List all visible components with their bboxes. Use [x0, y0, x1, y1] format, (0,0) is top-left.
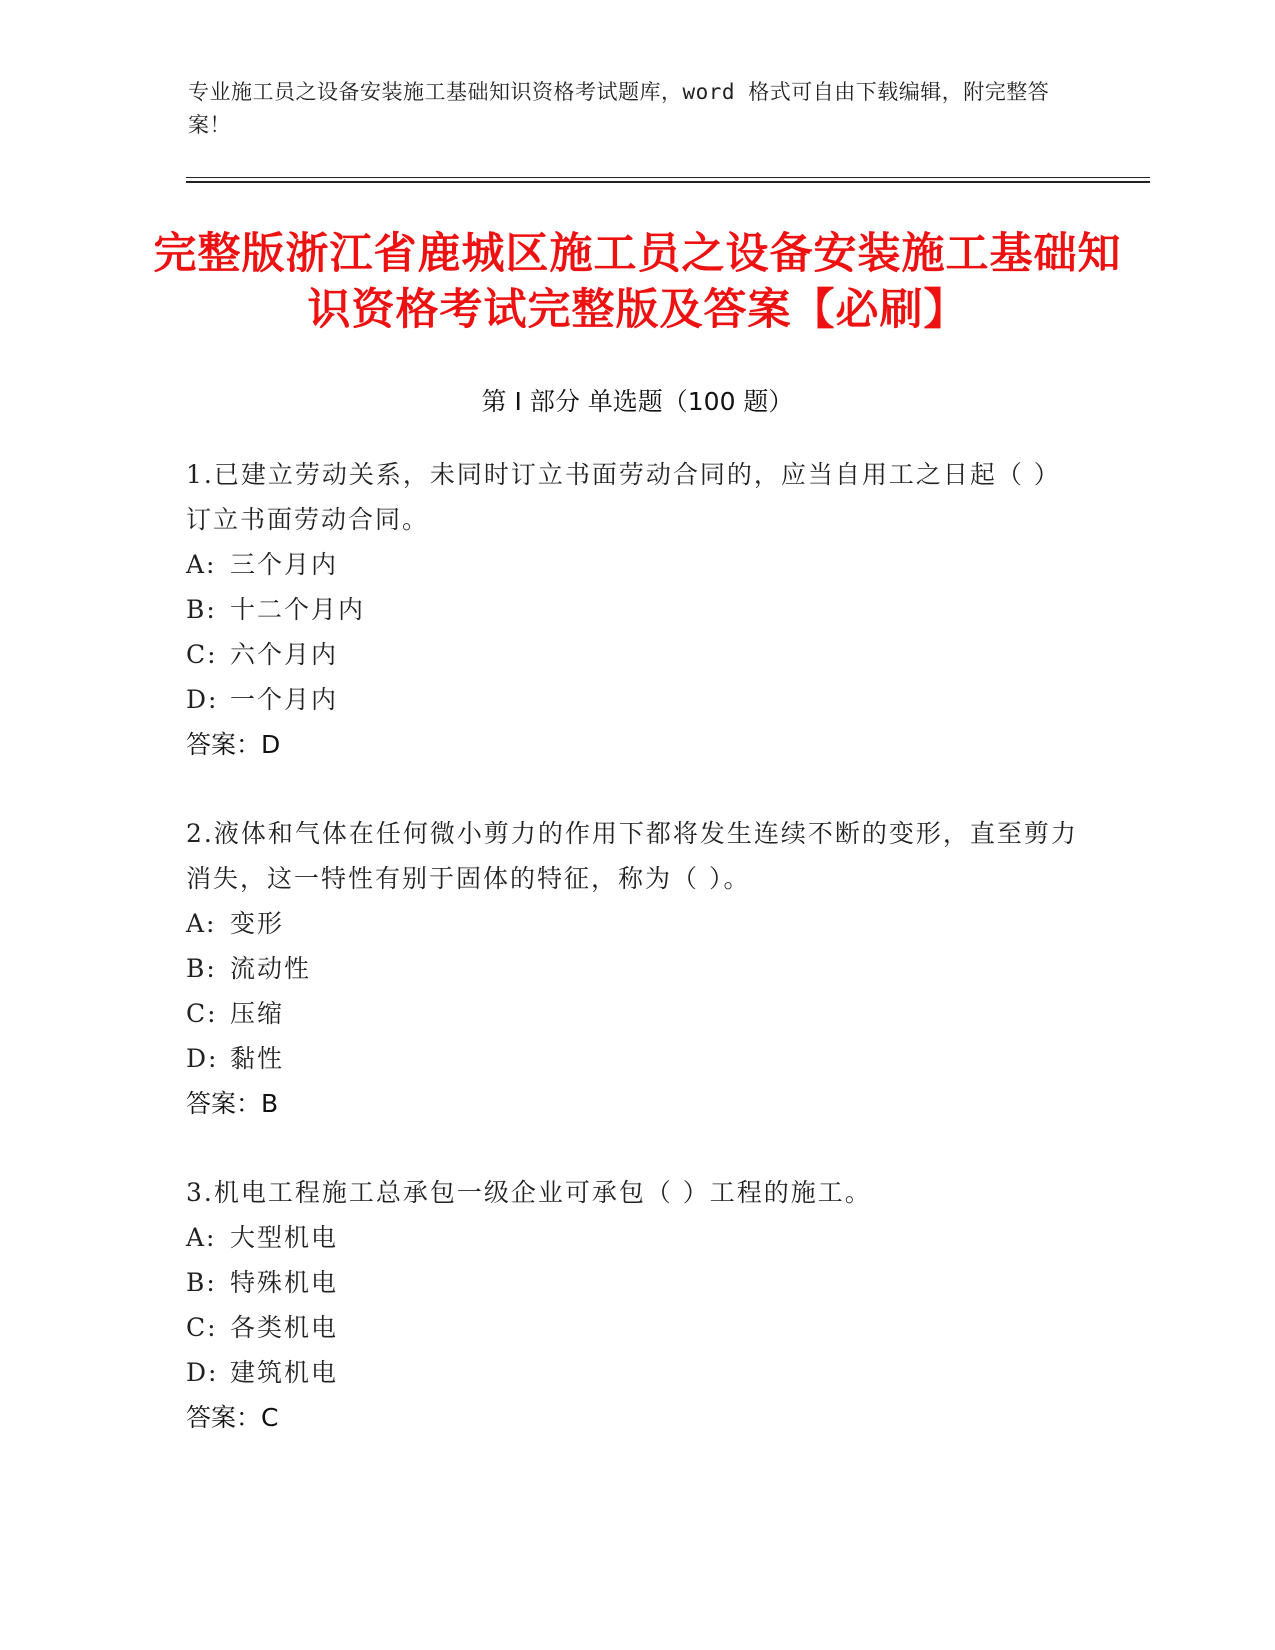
option-text: 十二个月内	[230, 595, 366, 624]
option-b	[186, 1260, 1086, 1305]
option-text: 三个月内	[230, 550, 339, 579]
question-3	[186, 1170, 1086, 1440]
answer-line: 答案：B	[186, 1089, 279, 1118]
header-divider-thick	[186, 181, 1150, 183]
option-letter: B:	[186, 1268, 217, 1297]
section-title: 第 I 部分 单选题（100 题）	[481, 387, 794, 416]
option-letter: A:	[186, 909, 217, 938]
option-letter: C:	[186, 1313, 218, 1342]
header-divider-thin	[186, 177, 1150, 178]
option-c	[186, 632, 1086, 677]
option-d	[186, 1350, 1086, 1395]
option-letter: A:	[186, 550, 217, 579]
answer-line: 答案：C	[186, 1403, 279, 1432]
option-text: 黏性	[230, 1044, 285, 1073]
option-text: 压缩	[230, 999, 285, 1028]
option-d	[186, 677, 1086, 722]
option-d	[186, 1036, 1086, 1081]
document-title: 完整版浙江省鹿城区施工员之设备安装施工基础知识资格考试完整版及答案【必刷】	[153, 229, 1122, 335]
option-letter: D:	[186, 1044, 219, 1073]
question-2	[186, 811, 1086, 1126]
option-text: 特殊机电	[230, 1268, 339, 1297]
option-letter: D:	[186, 1358, 219, 1387]
question-stem: 1.已建立劳动关系，未同时订立书面劳动合同的，应当自用工之日起（ ）订立书面劳动合同。	[186, 460, 1061, 534]
option-letter: C:	[186, 999, 218, 1028]
question-stem: 2.液体和气体在任何微小剪力的作用下都将发生连续不断的变形，直至剪力消失，这一特性有别于固体的特征，称为（ ）。	[186, 819, 1078, 893]
option-text: 各类机电	[230, 1313, 339, 1342]
option-letter: B:	[186, 954, 217, 983]
option-letter: C:	[186, 640, 218, 669]
option-letter: D:	[186, 685, 219, 714]
question-stem: 3.机电工程施工总承包一级企业可承包（ ）工程的施工。	[186, 1178, 872, 1207]
option-text: 流动性	[230, 954, 312, 983]
option-letter: A:	[186, 1223, 217, 1252]
option-letter: B:	[186, 595, 217, 624]
answer-line: 答案：D	[186, 730, 281, 759]
option-text: 变形	[230, 909, 285, 938]
option-text: 六个月内	[230, 640, 339, 669]
question-1	[186, 452, 1086, 767]
option-a	[186, 901, 1086, 946]
option-b	[186, 587, 1086, 632]
option-text: 大型机电	[230, 1223, 339, 1252]
header-note: 专业施工员之设备安装施工基础知识资格考试题库，word 格式可自由下载编辑，附完整答案！	[188, 80, 1050, 137]
option-c	[186, 991, 1086, 1036]
option-a	[186, 1215, 1086, 1260]
option-a	[186, 542, 1086, 587]
option-text: 一个月内	[230, 685, 339, 714]
option-c	[186, 1305, 1086, 1350]
option-text: 建筑机电	[230, 1358, 339, 1387]
option-b	[186, 946, 1086, 991]
